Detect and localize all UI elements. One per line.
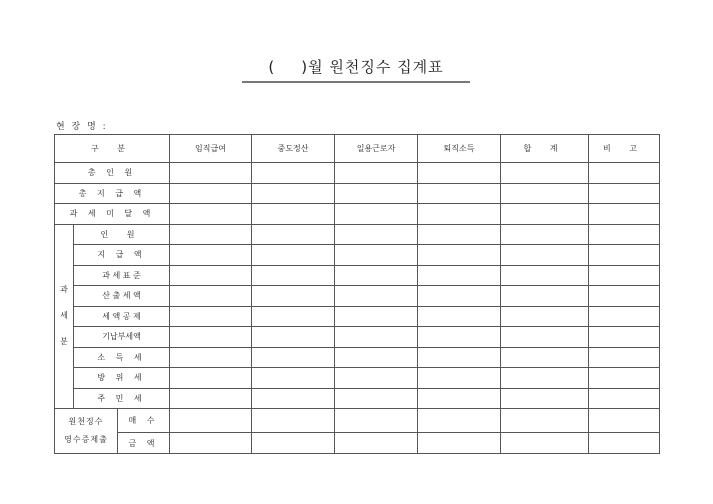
table-cell[interactable] (170, 433, 252, 454)
table-cell[interactable] (335, 368, 418, 389)
table-cell[interactable] (418, 245, 501, 266)
title-paren-close: ) (301, 58, 309, 76)
table-cell[interactable] (170, 388, 252, 409)
table-cell[interactable] (418, 224, 501, 245)
table-cell[interactable] (252, 433, 335, 454)
table-cell[interactable] (501, 286, 589, 307)
table-cell[interactable] (335, 163, 418, 184)
table-cell[interactable] (170, 183, 252, 204)
table-cell[interactable] (170, 409, 252, 433)
table-cell[interactable] (501, 388, 589, 409)
title-underline (242, 81, 470, 83)
row-label: 과 세 표 준 (74, 265, 170, 286)
header-col-salary: 임직급여 (170, 135, 252, 163)
table-cell[interactable] (252, 183, 335, 204)
taxable-group-char: 세 (60, 311, 68, 321)
table-cell[interactable] (418, 183, 501, 204)
table-cell[interactable] (589, 183, 660, 204)
table-cell[interactable] (170, 204, 252, 225)
table-cell[interactable] (335, 327, 418, 348)
table-cell[interactable] (170, 224, 252, 245)
table-cell[interactable] (589, 327, 660, 348)
row-label: 총 인 원 (55, 163, 170, 184)
receipt-group-line1: 원천징수 (68, 417, 104, 426)
row-label: 매 수 (118, 409, 170, 433)
document-title (240, 56, 472, 77)
row-label: 소 득 세 (74, 347, 170, 368)
table-cell[interactable] (335, 204, 418, 225)
header-col-total: 합 계 (501, 135, 589, 163)
header-col-remarks: 비 고 (589, 135, 660, 163)
table-cell[interactable] (589, 286, 660, 307)
table-cell[interactable] (170, 245, 252, 266)
table-cell[interactable] (418, 286, 501, 307)
row-label: 총 지 급 액 (55, 183, 170, 204)
table-cell[interactable] (335, 183, 418, 204)
row-label: 기납부세액 (74, 327, 170, 348)
table-row (55, 327, 660, 348)
table-cell[interactable] (589, 224, 660, 245)
table-row (55, 409, 660, 433)
table-cell[interactable] (170, 265, 252, 286)
table-cell[interactable] (501, 368, 589, 389)
taxable-group-label (55, 224, 74, 409)
table-cell[interactable] (589, 347, 660, 368)
site-name-label: 현 장 명 : (56, 122, 108, 132)
table-cell[interactable] (252, 347, 335, 368)
table-cell[interactable] (335, 433, 418, 454)
table-row (55, 224, 660, 245)
table-cell[interactable] (170, 163, 252, 184)
table-cell[interactable] (418, 433, 501, 454)
header-row (55, 135, 660, 163)
header-col-retirement: 퇴직소득 (418, 135, 501, 163)
table-cell[interactable] (589, 409, 660, 433)
table-cell[interactable] (501, 409, 589, 433)
table-cell[interactable] (589, 368, 660, 389)
table-cell[interactable] (252, 327, 335, 348)
table-cell[interactable] (501, 306, 589, 327)
table-cell[interactable] (252, 368, 335, 389)
table-cell[interactable] (252, 388, 335, 409)
table-cell[interactable] (170, 306, 252, 327)
taxable-group-char: 과 (60, 285, 68, 295)
row-label: 주 민 세 (74, 388, 170, 409)
table-cell[interactable] (170, 327, 252, 348)
table-cell[interactable] (170, 368, 252, 389)
table-cell[interactable] (501, 265, 589, 286)
table-row (55, 204, 660, 225)
table-row (55, 306, 660, 327)
table-cell[interactable] (589, 433, 660, 454)
table-cell[interactable] (170, 286, 252, 307)
table-cell[interactable] (252, 286, 335, 307)
table-cell[interactable] (335, 409, 418, 433)
table-cell[interactable] (252, 265, 335, 286)
table-cell[interactable] (589, 306, 660, 327)
table-row (55, 347, 660, 368)
table-cell[interactable] (589, 265, 660, 286)
table-cell[interactable] (418, 306, 501, 327)
table-row (55, 245, 660, 266)
table-cell[interactable] (335, 265, 418, 286)
withholding-summary-table (54, 134, 660, 454)
table-cell[interactable] (501, 433, 589, 454)
table-cell[interactable] (252, 224, 335, 245)
table-row (55, 265, 660, 286)
table-cell[interactable] (418, 409, 501, 433)
table-cell[interactable] (589, 163, 660, 184)
table-cell[interactable] (501, 245, 589, 266)
table-cell[interactable] (335, 347, 418, 368)
row-label: 금 액 (118, 433, 170, 454)
table-row (55, 388, 660, 409)
row-label: 산 출 세 액 (74, 286, 170, 307)
table-cell[interactable] (501, 183, 589, 204)
table-cell[interactable] (335, 388, 418, 409)
table-cell[interactable] (335, 306, 418, 327)
table-cell[interactable] (418, 163, 501, 184)
table-cell[interactable] (252, 409, 335, 433)
table-cell[interactable] (418, 368, 501, 389)
row-label: 지 급 액 (74, 245, 170, 266)
table-row (55, 286, 660, 307)
table-cell[interactable] (418, 388, 501, 409)
table-cell[interactable] (335, 286, 418, 307)
header-col-daily: 일용근로자 (335, 135, 418, 163)
header-col-midterm: 중도정산 (252, 135, 335, 163)
table-cell[interactable] (418, 265, 501, 286)
table-cell[interactable] (335, 224, 418, 245)
table-cell[interactable] (170, 347, 252, 368)
table-cell[interactable] (418, 347, 501, 368)
row-label: 세 액 공 제 (74, 306, 170, 327)
table-cell[interactable] (418, 204, 501, 225)
table-row (55, 163, 660, 184)
table-row (55, 433, 660, 454)
table-cell[interactable] (252, 204, 335, 225)
table-cell[interactable] (418, 327, 501, 348)
table-row (55, 368, 660, 389)
receipt-group-label (55, 409, 118, 454)
table-cell[interactable] (501, 163, 589, 184)
header-category: 구 분 (55, 135, 170, 163)
table-cell[interactable] (589, 388, 660, 409)
row-label: 과 세 미 달 액 (55, 204, 170, 225)
row-label: 방 위 세 (74, 368, 170, 389)
receipt-group-line2: 영수증제출 (64, 435, 108, 444)
table-cell[interactable] (252, 163, 335, 184)
title-paren-open: ( (268, 58, 276, 76)
table-cell[interactable] (501, 204, 589, 225)
table-cell[interactable] (501, 347, 589, 368)
table-cell[interactable] (589, 204, 660, 225)
row-label: 인 원 (74, 224, 170, 245)
taxable-group-char: 분 (60, 337, 68, 347)
title-text: 월 원천징수 집계표 (308, 58, 444, 76)
table-cell[interactable] (501, 224, 589, 245)
table-cell[interactable] (252, 306, 335, 327)
table-cell[interactable] (335, 245, 418, 266)
table-cell[interactable] (252, 245, 335, 266)
table-row (55, 183, 660, 204)
table-cell[interactable] (501, 327, 589, 348)
table-cell[interactable] (589, 245, 660, 266)
